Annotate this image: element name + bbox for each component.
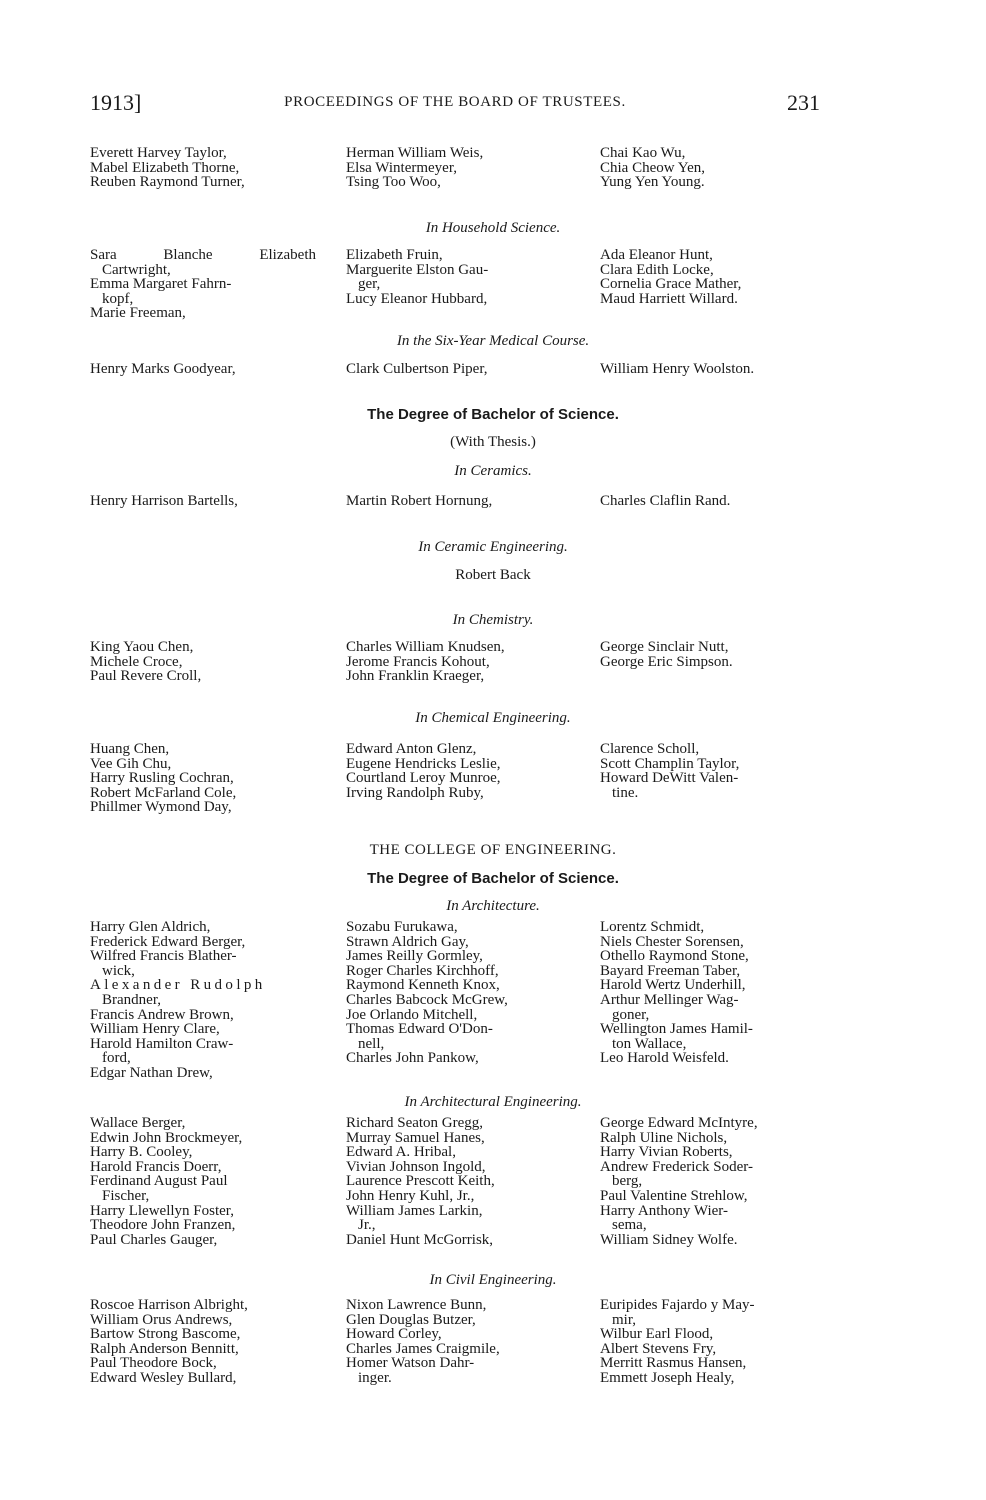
name-line: Daniel Hunt McGorrisk, — [346, 1231, 494, 1248]
column-1 — [90, 362, 325, 377]
name-line: Marie Freeman, — [90, 305, 186, 322]
name-line: Albert Stevens Fry, — [600, 1340, 717, 1357]
name-line: Huang Chen, — [90, 741, 170, 757]
section-heading-chemistry: In Chemistry. — [452, 612, 534, 628]
name-line: Laurence Prescott Keith, — [346, 1173, 495, 1190]
name-line: James Reilly Gormley, — [346, 948, 483, 965]
name-line: Richard Seaton Gregg, — [346, 1115, 484, 1131]
name-line: Roscoe Harrison Albright, — [90, 1297, 248, 1313]
column-3 — [600, 1116, 835, 1247]
name-line: Jerome Francis Kohout, — [346, 653, 490, 670]
name-line: Scott Champlin Taylor, — [600, 755, 740, 772]
name-line: Edward A. Hribal, — [346, 1144, 456, 1161]
name-line: Eugene Hendricks Leslie, — [346, 755, 501, 772]
thesis-note: (With Thesis.) — [450, 434, 536, 450]
name-line: Arthur Mellinger Wag- — [600, 991, 739, 1008]
name-line: sema, — [612, 1217, 647, 1234]
column-3 — [600, 362, 835, 377]
name-line: Nixon Lawrence Bunn, — [346, 1297, 487, 1313]
name-line: Frederick Edward Berger, — [90, 933, 246, 950]
name-line: Charles John Pankow, — [346, 1050, 479, 1067]
name-line: Emmett Joseph Healy, — [600, 1369, 735, 1386]
name-line: Harry Rusling Cochran, — [90, 770, 234, 787]
column-1 — [90, 1116, 325, 1247]
single-name-line: Robert Back — [455, 567, 531, 583]
name-line: Sozabu Furukawa, — [346, 919, 458, 935]
name-line: Vivian Johnson Ingold, — [346, 1158, 486, 1175]
name-line: goner, — [612, 1006, 650, 1023]
name-line: Ferdinand August Paul — [90, 1173, 228, 1190]
name-line: Martin Robert Hornung, — [346, 493, 493, 509]
name-line: Harold Wertz Underhill, — [600, 977, 746, 994]
name-line: Raymond Kenneth Knox, — [346, 977, 500, 994]
name-line: Euripides Fajardo y May- — [600, 1297, 755, 1313]
name-line: nell, — [358, 1035, 385, 1052]
college-heading: THE COLLEGE OF ENGINEERING. — [369, 842, 617, 858]
name-line: Roger Charles Kirchhoff, — [346, 962, 499, 979]
page-number: 231 — [787, 90, 820, 115]
name-line: George Eric Simpson. — [600, 653, 733, 670]
column-1 — [90, 640, 325, 684]
name-line: Edward Wesley Bullard, — [90, 1369, 237, 1386]
name-line: Phillmer Wymond Day, — [90, 799, 232, 816]
name-line: Charles James Craigmile, — [346, 1340, 500, 1357]
name-line: Cornelia Grace Mather, — [600, 276, 742, 293]
column-2 — [346, 1116, 581, 1247]
section-heading-ceramics: In Ceramics. — [454, 463, 532, 479]
name-line: King Yaou Chen, — [90, 639, 194, 655]
name-line: Charles Claflin Rand. — [600, 493, 731, 509]
column-1 — [90, 920, 325, 1081]
name-line: Paul Revere Croll, — [90, 668, 202, 685]
name-line: Strawn Aldrich Gay, — [346, 933, 469, 950]
name-line: wick, — [102, 962, 135, 979]
section-heading-architectural-engineering: In Architectural Engineering. — [404, 1094, 582, 1110]
name-line: Vee Gih Chu, — [90, 755, 172, 772]
column-3 — [600, 640, 835, 669]
name-line: Fischer, — [102, 1187, 150, 1204]
name-line: Francis Andrew Brown, — [90, 1006, 234, 1023]
name-line: Charles Babcock McGrew, — [346, 991, 508, 1008]
name-line: George Sinclair Nutt, — [600, 639, 729, 655]
name-line: Chia Cheow Yen, — [600, 159, 706, 176]
name-line: Wilfred Francis Blather- — [90, 948, 237, 965]
name-line: Harry B. Cooley, — [90, 1144, 193, 1161]
header-title: PROCEEDINGS OF THE BOARD OF TRUSTEES. — [284, 94, 626, 110]
name-line: Theodore John Franzen, — [90, 1217, 236, 1234]
name-line: Ada Eleanor Hunt, — [600, 247, 713, 263]
name-line: berg, — [612, 1173, 643, 1190]
name-line: Yung Yen Young. — [600, 174, 705, 191]
name-line: William Orus Andrews, — [90, 1311, 233, 1328]
column-2 — [346, 1298, 581, 1386]
name-line: Homer Watson Dahr- — [346, 1355, 475, 1372]
column-2 — [346, 248, 581, 306]
name-line: Leo Harold Weisfeld. — [600, 1050, 729, 1067]
name-line: Mabel Elizabeth Thorne, — [90, 159, 240, 176]
column-3 — [600, 1298, 835, 1386]
column-2 — [346, 362, 581, 377]
name-line: Elizabeth Fruin, — [346, 247, 443, 263]
name-line: Elsa Wintermeyer, — [346, 159, 457, 176]
column-1 — [90, 1298, 325, 1386]
column-3 — [600, 248, 835, 306]
column-1 — [90, 742, 325, 815]
degree-heading: The Degree of Bachelor of Science. — [367, 870, 619, 887]
column-1 — [90, 494, 325, 509]
column-2 — [346, 494, 581, 509]
name-line: Lucy Eleanor Hubbard, — [346, 290, 488, 307]
name-line: Glen Douglas Butzer, — [346, 1311, 476, 1328]
name-line: Reuben Raymond Turner, — [90, 174, 245, 191]
name-line: Robert McFarland Cole, — [90, 784, 237, 801]
column-3 — [600, 146, 835, 190]
name-line: ford, — [102, 1050, 131, 1067]
name-line: tine. — [612, 784, 639, 801]
name-line: Howard DeWitt Valen- — [600, 770, 739, 787]
section-heading-household: In Household Science. — [425, 220, 561, 236]
section-heading-ceramic-engineering: In Ceramic Engineering. — [418, 539, 568, 555]
name-line: Thomas Edward O'Don- — [346, 1021, 493, 1038]
name-line: Alexander Rudolph — [90, 977, 266, 994]
section-heading-medical: In the Six-Year Medical Course. — [396, 333, 590, 349]
name-line: William Henry Woolston. — [600, 361, 755, 377]
running-header — [90, 90, 820, 120]
name-line: mir, — [612, 1311, 636, 1328]
name-line: Wilbur Earl Flood, — [600, 1326, 714, 1343]
name-line: Tsing Too Woo, — [346, 174, 441, 191]
column-2 — [346, 146, 581, 190]
column-2 — [346, 640, 581, 684]
column-3 — [600, 920, 835, 1066]
name-line: Brandner, — [102, 991, 161, 1008]
name-line: Clara Edith Locke, — [600, 261, 714, 278]
name-line: William James Larkin, — [346, 1202, 483, 1219]
name-line: Clarence Scholl, — [600, 741, 700, 757]
name-line: Ralph Uline Nichols, — [600, 1129, 728, 1146]
name-line: Ralph Anderson Bennitt, — [90, 1340, 239, 1357]
name-line-justified: Sara Blanche Elizabeth — [90, 247, 316, 263]
name-line: John Franklin Kraeger, — [346, 668, 485, 685]
column-3 — [600, 742, 835, 800]
name-line: Paul Valentine Strehlow, — [600, 1187, 748, 1204]
name-line: Irving Randolph Ruby, — [346, 784, 484, 801]
name-line: William Henry Clare, — [90, 1021, 220, 1038]
section-heading-civil-engineering: In Civil Engineering. — [429, 1272, 557, 1288]
name-line: Niels Chester Sorensen, — [600, 933, 744, 950]
name-line: Harry Anthony Wier- — [600, 1202, 728, 1219]
name-line: Michele Croce, — [90, 653, 183, 670]
name-line: Edward Anton Glenz, — [346, 741, 477, 757]
column-3 — [600, 494, 835, 509]
column-2 — [346, 920, 581, 1066]
name-line: Howard Corley, — [346, 1326, 442, 1343]
name-line: Harold Francis Doerr, — [90, 1158, 222, 1175]
name-line: George Edward McIntyre, — [600, 1115, 758, 1131]
section-heading-architecture: In Architecture. — [446, 898, 540, 914]
name-line: kopf, — [102, 290, 134, 307]
name-line: Wellington James Hamil- — [600, 1021, 753, 1038]
name-line: Maud Harriett Willard. — [600, 290, 738, 307]
name-line: Harold Hamilton Craw- — [90, 1035, 234, 1052]
name-line: Paul Theodore Bock, — [90, 1355, 217, 1372]
name-line: Edgar Nathan Drew, — [90, 1064, 213, 1081]
column-1 — [90, 248, 325, 321]
header-year: 1913] — [90, 90, 142, 115]
column-1 — [90, 146, 325, 190]
name-line: Henry Harrison Bartells, — [90, 493, 238, 509]
name-line: Henry Marks Goodyear, — [90, 361, 236, 377]
name-line: Marguerite Elston Gau- — [346, 261, 489, 278]
name-line: John Henry Kuhl, Jr., — [346, 1187, 475, 1204]
degree-heading: The Degree of Bachelor of Science. — [367, 406, 619, 423]
name-line: Courtland Leroy Munroe, — [346, 770, 501, 787]
name-line: Bayard Freeman Taber, — [600, 962, 741, 979]
name-line: Harry Llewellyn Foster, — [90, 1202, 234, 1219]
name-line: Jr., — [358, 1217, 376, 1234]
name-line: Murray Samuel Hanes, — [346, 1129, 485, 1146]
name-line: Harry Glen Aldrich, — [90, 919, 211, 935]
name-line: Charles William Knudsen, — [346, 639, 505, 655]
section-heading-chemical-engineering: In Chemical Engineering. — [415, 710, 571, 726]
name-line: Clark Culbertson Piper, — [346, 361, 488, 377]
column-2 — [346, 742, 581, 800]
name-line: Cartwright, — [102, 261, 171, 278]
name-line: ton Wallace, — [612, 1035, 687, 1052]
name-line: Chai Kao Wu, — [600, 145, 686, 161]
name-line: Paul Charles Gauger, — [90, 1231, 218, 1248]
name-line: Edwin John Brockmeyer, — [90, 1129, 243, 1146]
name-line: Wallace Berger, — [90, 1115, 186, 1131]
name-line: Everett Harvey Taylor, — [90, 145, 227, 161]
name-line: Merritt Rasmus Hansen, — [600, 1355, 747, 1372]
name-line: Andrew Frederick Soder- — [600, 1158, 753, 1175]
name-line: Othello Raymond Stone, — [600, 948, 749, 965]
name-line: Bartow Strong Bascome, — [90, 1326, 241, 1343]
name-line: Harry Vivian Roberts, — [600, 1144, 733, 1161]
name-line: ger, — [358, 276, 381, 293]
name-line: Emma Margaret Fahrn- — [90, 276, 232, 293]
name-line: William Sidney Wolfe. — [600, 1231, 738, 1248]
name-line: inger. — [358, 1369, 392, 1386]
name-line: Herman William Weis, — [346, 145, 484, 161]
name-line: Joe Orlando Mitchell, — [346, 1006, 478, 1023]
name-line: Lorentz Schmidt, — [600, 919, 705, 935]
